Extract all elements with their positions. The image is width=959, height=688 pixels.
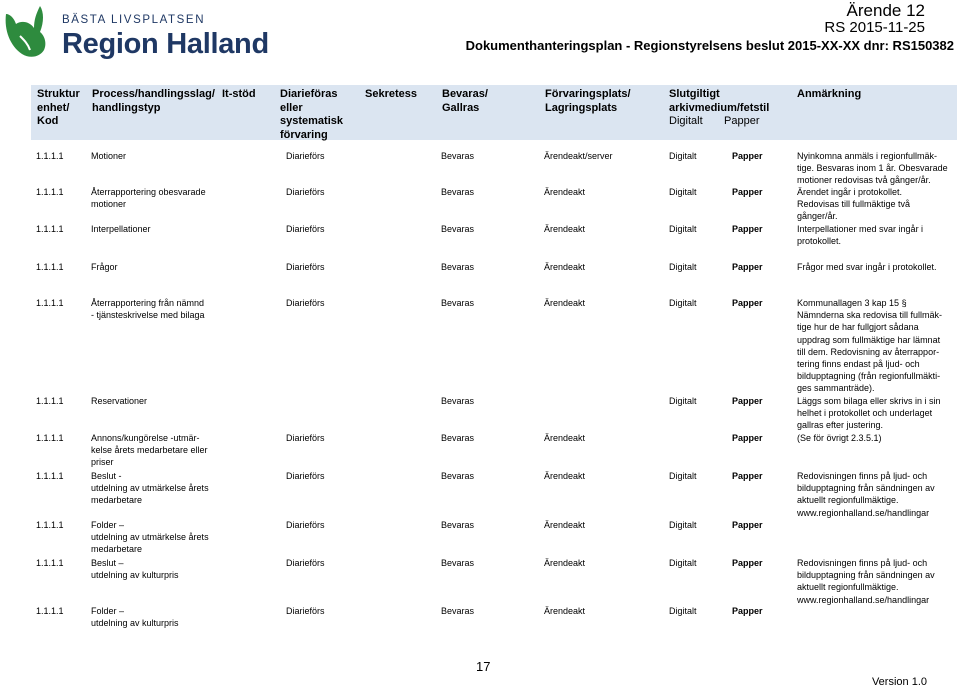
row-process: Motioner	[91, 151, 127, 161]
row-paper: Papper	[732, 396, 763, 406]
row-storage: Ärendeakt	[544, 606, 586, 616]
row-process: kelse årets medarbetare eller	[91, 445, 208, 456]
row-storage: Ärendeakt	[544, 187, 586, 197]
row-registration: Diarieförs	[286, 520, 325, 530]
row-code: 1.1.1.1	[36, 396, 64, 406]
version-label: Version 1.0	[871, 676, 927, 688]
row-remark: tige. Besvaras inom 1 år. Obesvarade	[797, 163, 948, 174]
row-remark: tige hur de har fullgjort sådana	[797, 322, 919, 333]
row-storage: Ärendeakt/server	[544, 151, 613, 161]
row-process: medarbetare	[91, 495, 143, 506]
row-paper: Papper	[732, 262, 763, 272]
row-process: priser	[91, 457, 114, 468]
row-preserve: Bevaras	[441, 471, 475, 481]
row-preserve: Bevaras	[441, 433, 475, 443]
row-remark: protokollet.	[797, 236, 842, 247]
row-remark: (Se för övrigt 2.3.5.1)	[797, 433, 882, 443]
row-storage: Ärendeakt	[544, 433, 586, 443]
row-process: Återrapportering obesvarade	[91, 187, 206, 197]
row-paper: Papper	[732, 520, 763, 530]
row-preserve: Bevaras	[441, 151, 475, 161]
row-remark: bildupptagning (från regionfullmäkti-	[797, 371, 941, 382]
row-digital: Digitalt	[669, 187, 697, 197]
row-process: utdelning av kulturpris	[91, 570, 179, 581]
row-preserve: Bevaras	[441, 187, 475, 197]
col-archive-medium: Slutgiltigt arkivmedium/fetstil Digitalt Papper	[669, 88, 770, 127]
row-paper: Papper	[732, 151, 763, 161]
row-process: - tjänsteskrivelse med bilaga	[91, 310, 205, 321]
row-code: 1.1.1.1	[36, 187, 64, 197]
row-paper: Papper	[732, 187, 763, 197]
row-remark: gallras efter justering.	[797, 420, 884, 431]
row-remark: Redovisningen finns på ljud- och	[797, 471, 928, 481]
row-digital: Digitalt	[669, 396, 697, 406]
row-code: 1.1.1.1	[36, 606, 64, 616]
col-structure: Struktur enhet/ Kod	[37, 88, 80, 127]
row-remark: bildupptagning från sändningen av	[797, 570, 935, 581]
col-registration: Diarieföras eller systematisk förvaring	[280, 88, 343, 141]
row-registration: Diarieförs	[286, 471, 325, 481]
row-remark: Kommunallagen 3 kap 15 §	[797, 298, 907, 308]
row-process: utdelning av kulturpris	[91, 618, 179, 629]
row-paper: Papper	[732, 606, 763, 616]
row-remark: bildupptagning från sändningen av	[797, 483, 935, 494]
row-preserve: Bevaras	[441, 224, 475, 234]
row-paper: Papper	[732, 298, 763, 308]
row-remark: tering finns endast på ljud- och	[797, 359, 920, 369]
row-remark: ges sammanträde).	[797, 383, 875, 394]
row-remark: aktuellt regionfullmäktige.	[797, 582, 899, 593]
row-digital: Digitalt	[669, 151, 697, 161]
row-code: 1.1.1.1	[36, 151, 64, 161]
row-code: 1.1.1.1	[36, 224, 64, 234]
row-process: Återrapportering från nämnd	[91, 298, 205, 308]
row-registration: Diarieförs	[286, 298, 325, 308]
row-remark: Interpellationer med svar ingår i	[797, 224, 924, 234]
row-remark: Redovisningen finns på ljud- och	[797, 558, 928, 568]
row-registration: Diarieförs	[286, 606, 325, 616]
row-preserve: Bevaras	[441, 558, 475, 568]
row-storage: Ärendeakt	[544, 471, 586, 481]
brand-name: Region Halland	[62, 28, 269, 60]
row-remark: helhet i protokollet och underlaget	[797, 408, 933, 419]
row-remark: Nämnderna ska redovisa till fullmäk-	[797, 310, 943, 321]
row-process: Reservationer	[91, 396, 148, 406]
col-remark: Anmärkning	[797, 88, 862, 100]
row-storage: Ärendeakt	[544, 558, 586, 568]
row-paper: Papper	[732, 224, 763, 234]
row-paper: Papper	[732, 433, 763, 443]
row-process: Frågor	[91, 262, 118, 272]
row-storage: Ärendeakt	[544, 298, 586, 308]
row-paper: Papper	[732, 558, 763, 568]
row-process: medarbetare	[91, 544, 143, 555]
row-process: Annons/kungörelse -utmär-	[91, 433, 200, 443]
row-digital: Digitalt	[669, 558, 697, 568]
document-date: RS 2015-11-25	[824, 19, 925, 36]
row-remark: Redovisas till fullmäktige två	[797, 199, 911, 210]
page-number: 17	[476, 659, 491, 674]
row-storage: Ärendeakt	[544, 520, 586, 530]
row-remark: aktuellt regionfullmäktige.	[797, 495, 899, 506]
row-digital: Digitalt	[669, 471, 697, 481]
col-confidentiality: Sekretess	[365, 88, 417, 100]
row-storage: Ärendeakt	[544, 224, 586, 234]
row-registration: Diarieförs	[286, 433, 325, 443]
row-remark: motioner redovisas två gånger/år.	[797, 175, 931, 186]
row-remark: Ärendet ingår i protokollet.	[797, 187, 903, 197]
row-paper: Papper	[732, 471, 763, 481]
row-preserve: Bevaras	[441, 262, 475, 272]
row-remark: gånger/år.	[797, 211, 838, 222]
row-digital: Digitalt	[669, 606, 697, 616]
row-preserve: Bevaras	[441, 298, 475, 308]
row-preserve: Bevaras	[441, 520, 475, 530]
row-remark: uppdrag som fullmäktige har lämnat	[797, 334, 941, 345]
row-registration: Diarieförs	[286, 224, 325, 234]
row-code: 1.1.1.1	[36, 262, 64, 272]
row-remark: Läggs som bilaga eller skrivs in i sin	[797, 396, 941, 406]
row-digital: Digitalt	[669, 224, 697, 234]
row-process: utdelning av utmärkelse årets	[91, 532, 209, 543]
row-preserve: Bevaras	[441, 606, 475, 616]
row-remark: www.regionhalland.se/handlingar	[797, 594, 930, 605]
row-registration: Diarieförs	[286, 187, 325, 197]
row-process: Beslut -	[91, 471, 122, 481]
row-digital: Digitalt	[669, 298, 697, 308]
row-storage: Ärendeakt	[544, 262, 586, 272]
row-preserve: Bevaras	[441, 396, 475, 406]
row-digital: Digitalt	[669, 262, 697, 272]
row-code: 1.1.1.1	[36, 433, 64, 443]
row-registration: Diarieförs	[286, 558, 325, 568]
col-process: Process/handlingsslag/ handlingstyp	[92, 88, 215, 114]
row-registration: Diarieförs	[286, 151, 325, 161]
errand-number: Ärende 12	[846, 1, 925, 20]
col-it-support: It-stöd	[222, 88, 256, 100]
col-preserve: Bevaras/ Gallras	[442, 88, 488, 114]
row-process: utdelning av utmärkelse årets	[91, 483, 209, 494]
row-code: 1.1.1.1	[36, 558, 64, 568]
row-process: motioner	[91, 199, 127, 210]
row-code: 1.1.1.1	[36, 471, 64, 481]
row-code: 1.1.1.1	[36, 520, 64, 530]
row-remark: till dem. Redovisning av återrappor-	[797, 346, 940, 357]
column-header-bar	[31, 85, 957, 140]
row-process: Folder –	[91, 606, 125, 616]
row-process: Beslut –	[91, 558, 124, 568]
col-storage: Förvaringsplats/ Lagringsplats	[545, 88, 631, 114]
row-process: Interpellationer	[91, 224, 151, 234]
row-process: Folder –	[91, 520, 125, 530]
row-code: 1.1.1.1	[36, 298, 64, 308]
document-title: Dokumenthanteringsplan - Regionstyrelsens beslut 2015-XX-XX dnr: RS150382	[465, 38, 954, 53]
row-digital: Digitalt	[669, 520, 697, 530]
tagline: BÄSTA LIVSPLATSEN	[62, 14, 206, 26]
row-remark: Frågor med svar ingår i protokollet.	[797, 262, 937, 272]
row-remark: Nyinkomna anmäls i regionfullmäk-	[797, 151, 938, 161]
row-remark: www.regionhalland.se/handlingar	[797, 507, 930, 518]
row-registration: Diarieförs	[286, 262, 325, 272]
